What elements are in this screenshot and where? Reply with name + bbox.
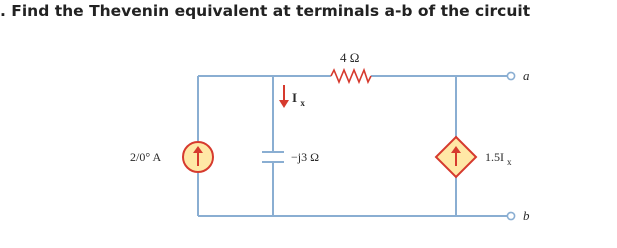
dependent-source-label-sub: x (507, 157, 512, 167)
resistor-label: 4 Ω (340, 50, 360, 65)
current-arrow (279, 85, 289, 108)
terminal-a (507, 72, 514, 79)
current-source-label: 2/0° A (130, 150, 162, 164)
current-label-main: I (292, 90, 298, 105)
current-label-sub: x (300, 98, 305, 108)
capacitor-label: −j3 Ω (291, 150, 320, 164)
capacitor (262, 152, 284, 162)
dependent-current-source (436, 137, 476, 177)
question-text: . Find the Thevenin equivalent at terminals a-b of the circuit (0, 2, 531, 20)
dependent-source-label-main: 1.5I (485, 150, 504, 164)
current-label (292, 90, 305, 108)
independent-current-source (183, 142, 213, 172)
terminal-a-label: a (523, 68, 530, 83)
resistor-4ohm (331, 70, 371, 82)
terminal-b-label: b (523, 208, 530, 223)
dependent-source-label (485, 150, 512, 167)
terminal-b (507, 212, 514, 219)
